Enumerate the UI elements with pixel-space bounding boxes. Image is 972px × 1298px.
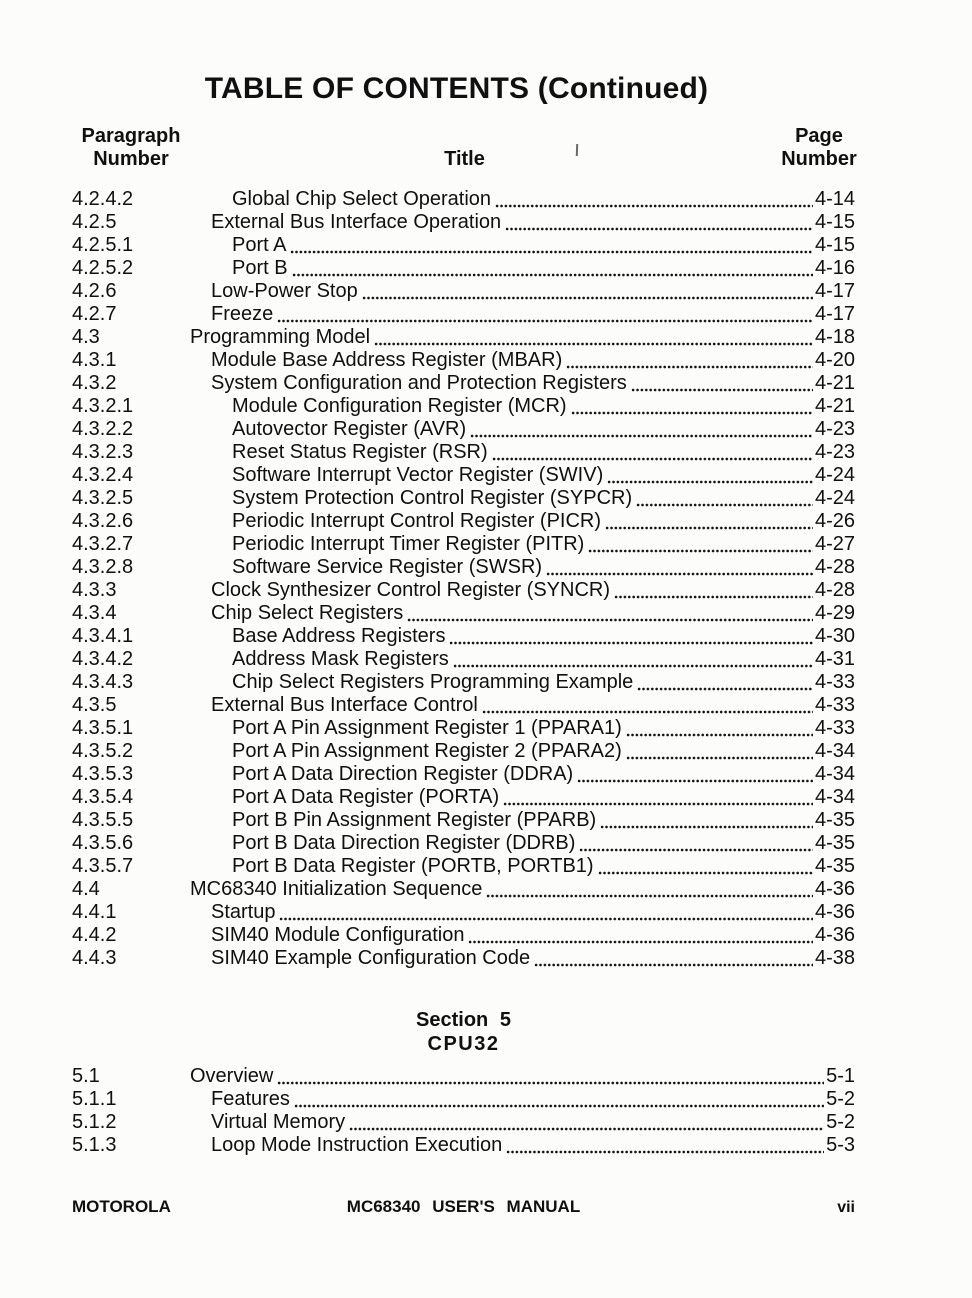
toc-entry-title: Programming Model: [190, 326, 371, 348]
toc-entry: [72, 1134, 855, 1157]
toc-entry-number: 4.3.2.1: [72, 395, 134, 417]
toc-entry-title: Module Configuration Register (MCR): [232, 395, 567, 417]
toc-entry-page: 4-36: [814, 901, 855, 923]
toc-entry-number: 4.3.4.2: [72, 648, 134, 670]
toc-entry-page: 4-38: [814, 947, 855, 969]
toc-entry: [72, 487, 855, 510]
dot-leader: [407, 618, 813, 622]
toc-entry-page: 4-29: [814, 602, 855, 624]
toc-entry-number: 4.3.2.6: [72, 510, 134, 532]
toc-entry-page: 4-17: [814, 303, 855, 325]
toc-entry-title: Port B Pin Assignment Register (PPARB): [232, 809, 597, 831]
toc-entry-title: Features: [211, 1088, 290, 1110]
dot-leader: [503, 802, 813, 806]
toc-entry-title: SIM40 Module Configuration: [211, 924, 465, 946]
toc-entry-number: 4.3.3: [72, 579, 117, 601]
toc-entry: [72, 947, 855, 970]
toc-entry-number: 4.3.5.4: [72, 786, 134, 808]
toc-entry-page: 4-16: [814, 257, 855, 279]
dot-leader: [290, 250, 812, 254]
dot-leader: [482, 710, 813, 714]
dot-leader: [636, 503, 813, 507]
toc-entry: [72, 556, 855, 579]
dot-leader: [470, 434, 813, 438]
page-title: TABLE OF CONTENTS (Continued): [204, 72, 709, 105]
toc-entry-page: 4-28: [814, 556, 855, 578]
toc-entry: [72, 809, 855, 832]
toc-entry-page: 4-34: [814, 740, 855, 762]
toc-entry-page: 4-35: [814, 855, 855, 877]
dot-leader: [607, 480, 813, 484]
toc-entry-title: Autovector Register (AVR): [232, 418, 467, 440]
toc-entry: [72, 625, 855, 648]
toc-entry-number: 4.3.5.1: [72, 717, 134, 739]
toc-entry-title: Base Address Registers: [232, 625, 446, 647]
toc-entry-number: 5.1: [72, 1065, 100, 1087]
toc-entry: [72, 533, 855, 556]
page-header-line1: Page: [795, 125, 843, 147]
toc-entry: [72, 901, 855, 924]
toc-entry-number: 4.3.4.1: [72, 625, 134, 647]
dot-leader: [292, 273, 813, 277]
toc-entry-number: 4.2.5.2: [72, 257, 134, 279]
toc-entry-page: 4-36: [814, 878, 855, 900]
dot-leader: [588, 549, 813, 553]
toc-entry: [72, 510, 855, 533]
toc-entry-page: 4-23: [814, 418, 855, 440]
toc-entry-title: External Bus Interface Control: [211, 694, 478, 716]
toc-entry: [72, 1088, 855, 1111]
dot-leader: [349, 1127, 824, 1131]
toc-entry-title: Software Interrupt Vector Register (SWIV): [232, 464, 604, 486]
toc-entry-title: Reset Status Register (RSR): [232, 441, 488, 463]
toc-entry-title: Port B Data Register (PORTB, PORTB1): [232, 855, 594, 877]
toc-entry: [72, 349, 855, 372]
toc-entry-number: 4.3.2.7: [72, 533, 134, 555]
toc-entry: [72, 326, 855, 349]
dot-leader: [294, 1104, 824, 1108]
page-content: [72, 0, 855, 1157]
toc-entry: [72, 234, 855, 257]
dot-leader: [505, 227, 813, 231]
section-heading-line: CPU32: [427, 1033, 500, 1055]
toc-entry-page: 5-2: [826, 1088, 855, 1110]
dot-leader: [600, 825, 813, 829]
toc-entry: [72, 740, 855, 763]
toc-entry-title: Virtual Memory: [211, 1111, 346, 1133]
toc-entry-number: 4.3.2.5: [72, 487, 134, 509]
scan-artifact-mark: [576, 144, 578, 156]
dot-leader: [449, 641, 813, 645]
toc-entry-title: Global Chip Select Operation: [232, 188, 492, 210]
dot-leader: [579, 848, 813, 852]
toc-entry-number: 4.3.5: [72, 694, 117, 716]
toc-entry: [72, 878, 855, 901]
toc-entry-number: 5.1.3: [72, 1134, 117, 1156]
page-header-line2: Number: [781, 148, 857, 170]
toc-entry-title: Startup: [211, 901, 276, 923]
toc-entry-page: 4-21: [814, 372, 855, 394]
toc-entry-page: 4-20: [814, 349, 855, 371]
dot-leader: [631, 388, 813, 392]
toc-entry: [72, 602, 855, 625]
toc-entry-title: Overview: [190, 1065, 274, 1087]
toc-entry-number: 4.3.2.2: [72, 418, 134, 440]
toc-entry-number: 4.3.5.7: [72, 855, 134, 877]
toc-entry-title: Port B Data Direction Register (DDRB): [232, 832, 576, 854]
toc-entry-page: 4-21: [814, 395, 855, 417]
dot-leader: [598, 871, 813, 875]
toc-entry-page: 4-23: [814, 441, 855, 463]
toc-entry: [72, 1111, 855, 1134]
toc-entry-number: 4.3.4.3: [72, 671, 134, 693]
toc-entry: [72, 418, 855, 441]
dot-leader: [637, 687, 813, 691]
page-number-column-header: [769, 125, 869, 171]
toc-entry-page: 4-31: [814, 648, 855, 670]
toc-entry-page: 4-33: [814, 694, 855, 716]
toc-entry: [72, 786, 855, 809]
dot-leader: [468, 940, 812, 944]
toc-entry-number: 4.3.5.5: [72, 809, 134, 831]
toc-entry-page: 5-3: [826, 1134, 855, 1156]
toc-entry-title: Address Mask Registers: [232, 648, 449, 670]
toc-entry-title: System Configuration and Protection Registers: [211, 372, 627, 394]
toc-entry-number: 4.3: [72, 326, 100, 348]
toc-entry-number: 4.3.2: [72, 372, 117, 394]
title-column-header: Title: [444, 148, 485, 170]
toc-entry-page: 4-28: [814, 579, 855, 601]
dot-leader: [605, 526, 813, 530]
dot-leader: [495, 204, 813, 208]
toc-entry-page: 4-14: [814, 188, 855, 210]
section-heading-line: Section 5: [416, 1009, 511, 1031]
dot-leader: [577, 779, 813, 783]
toc-entry-page: 4-35: [814, 832, 855, 854]
dot-leader: [614, 595, 813, 599]
toc-entry-page: 4-26: [814, 510, 855, 532]
toc-entry-title: SIM40 Example Configuration Code: [211, 947, 531, 969]
toc-entry-page: 4-27: [814, 533, 855, 555]
dot-leader: [453, 664, 813, 668]
toc-entry: [72, 464, 855, 487]
paragraph-header-line1: Paragraph: [81, 125, 181, 147]
toc-entry: [72, 188, 855, 211]
dot-leader: [626, 733, 813, 737]
toc-entry-title: Periodic Interrupt Control Register (PICR): [232, 510, 602, 532]
toc-entry-title: Freeze: [211, 303, 274, 325]
toc-entry: [72, 671, 855, 694]
toc-entry-number: 4.2.6: [72, 280, 117, 302]
toc-entry-page: 4-36: [814, 924, 855, 946]
toc-entry-title: Port A Pin Assignment Register 2 (PPARA2): [232, 740, 622, 762]
toc-entry: [72, 211, 855, 234]
toc-entry-page: 5-1: [826, 1065, 855, 1087]
toc-entry-title: Periodic Interrupt Timer Register (PITR): [232, 533, 585, 555]
toc-entry-title: MC68340 Initialization Sequence: [190, 878, 483, 900]
paragraph-header-line2: Number: [93, 148, 169, 170]
toc-entry: [72, 1065, 855, 1088]
dot-leader: [374, 342, 813, 346]
toc-entry-number: 4.3.5.2: [72, 740, 134, 762]
paragraph-number-column-header: [72, 125, 190, 171]
dot-leader: [279, 917, 812, 921]
toc-entry-page: 4-34: [814, 763, 855, 785]
section-heading: [72, 1008, 855, 1056]
toc-entry-title: Port A: [232, 234, 287, 256]
toc-entry-title: Chip Select Registers: [211, 602, 404, 624]
toc-entry-number: 4.3.5.3: [72, 763, 134, 785]
toc-entry: [72, 648, 855, 671]
dot-leader: [566, 365, 813, 369]
toc-entry-number: 5.1.2: [72, 1111, 117, 1133]
toc-entry: [72, 694, 855, 717]
toc-entry-title: Software Service Register (SWSR): [232, 556, 543, 578]
toc-entry-page: 4-33: [814, 717, 855, 739]
toc-entry-title: Port A Data Direction Register (DDRA): [232, 763, 574, 785]
toc-entry-page: 4-24: [814, 487, 855, 509]
toc-entry-page: 4-15: [814, 211, 855, 233]
toc-entry-number: 4.3.4: [72, 602, 117, 624]
toc-entry: [72, 579, 855, 602]
toc-entry-number: 4.4.3: [72, 947, 117, 969]
toc-entry-number: 4.3.5.6: [72, 832, 134, 854]
dot-leader: [492, 457, 813, 461]
toc-entry: [72, 257, 855, 280]
dot-leader: [571, 411, 813, 415]
toc-entry-title: Clock Synthesizer Control Register (SYNCR): [211, 579, 611, 601]
toc-entry-title: External Bus Interface Operation: [211, 211, 502, 233]
toc-entry-page: 5-2: [826, 1111, 855, 1133]
toc-entry-page: 4-34: [814, 786, 855, 808]
toc-entry-title: Port A Pin Assignment Register 1 (PPARA1): [232, 717, 622, 739]
dot-leader: [506, 1150, 824, 1154]
toc-entry-page: 4-30: [814, 625, 855, 647]
toc-entry-number: 4.3.1: [72, 349, 117, 371]
column-headers: [72, 125, 855, 171]
footer-brand: MOTOROLA: [72, 1197, 171, 1216]
dot-leader: [362, 296, 813, 300]
toc-entry-page: 4-18: [814, 326, 855, 348]
toc-entry: [72, 763, 855, 786]
toc-entry-title: Chip Select Registers Programming Example: [232, 671, 634, 693]
dot-leader: [626, 756, 813, 760]
toc-entry-title: Port B: [232, 257, 288, 279]
toc-entry-title: Port A Data Register (PORTA): [232, 786, 500, 808]
dot-leader: [486, 894, 813, 898]
toc-entry-number: 4.3.2.8: [72, 556, 134, 578]
toc-entry-number: 4.4.2: [72, 924, 117, 946]
toc-entry-title: Loop Mode Instruction Execution: [211, 1134, 503, 1156]
toc-entry-number: 4.2.5.1: [72, 234, 134, 256]
toc-entry-number: 4.4: [72, 878, 100, 900]
page-footer: [72, 1197, 855, 1218]
toc-entry-page: 4-24: [814, 464, 855, 486]
toc-entry-number: 4.4.1: [72, 901, 117, 923]
toc-entry: [72, 395, 855, 418]
dot-leader: [546, 572, 813, 576]
toc-entry-number: 5.1.1: [72, 1088, 117, 1110]
toc-entry: [72, 372, 855, 395]
toc-entry: [72, 924, 855, 947]
toc-entry-page: 4-15: [814, 234, 855, 256]
toc-entry-number: 4.2.4.2: [72, 188, 134, 210]
footer-manual-title: MC68340 USER'S MANUAL: [346, 1197, 581, 1216]
dot-leader: [277, 319, 813, 323]
dot-leader: [277, 1081, 824, 1085]
dot-leader: [534, 963, 813, 967]
footer-page-number: vii: [837, 1199, 855, 1216]
toc-entry-title: Module Base Address Register (MBAR): [211, 349, 563, 371]
toc-entry-number: 4.3.2.3: [72, 441, 134, 463]
toc-entry: [72, 280, 855, 303]
toc-entry: [72, 832, 855, 855]
toc-entry-page: 4-17: [814, 280, 855, 302]
toc-entry-page: 4-35: [814, 809, 855, 831]
toc-entry: [72, 441, 855, 464]
toc-entry-number: 4.2.7: [72, 303, 117, 325]
toc-entry-number: 4.2.5: [72, 211, 117, 233]
toc-entry-page: 4-33: [814, 671, 855, 693]
toc-entry-title: Low-Power Stop: [211, 280, 358, 302]
toc-entry: [72, 855, 855, 878]
toc-entry: [72, 717, 855, 740]
toc-entry-title: System Protection Control Register (SYPCR): [232, 487, 633, 509]
toc-entry-number: 4.3.2.4: [72, 464, 134, 486]
toc-entry: [72, 303, 855, 326]
toc-body: [72, 188, 855, 1157]
